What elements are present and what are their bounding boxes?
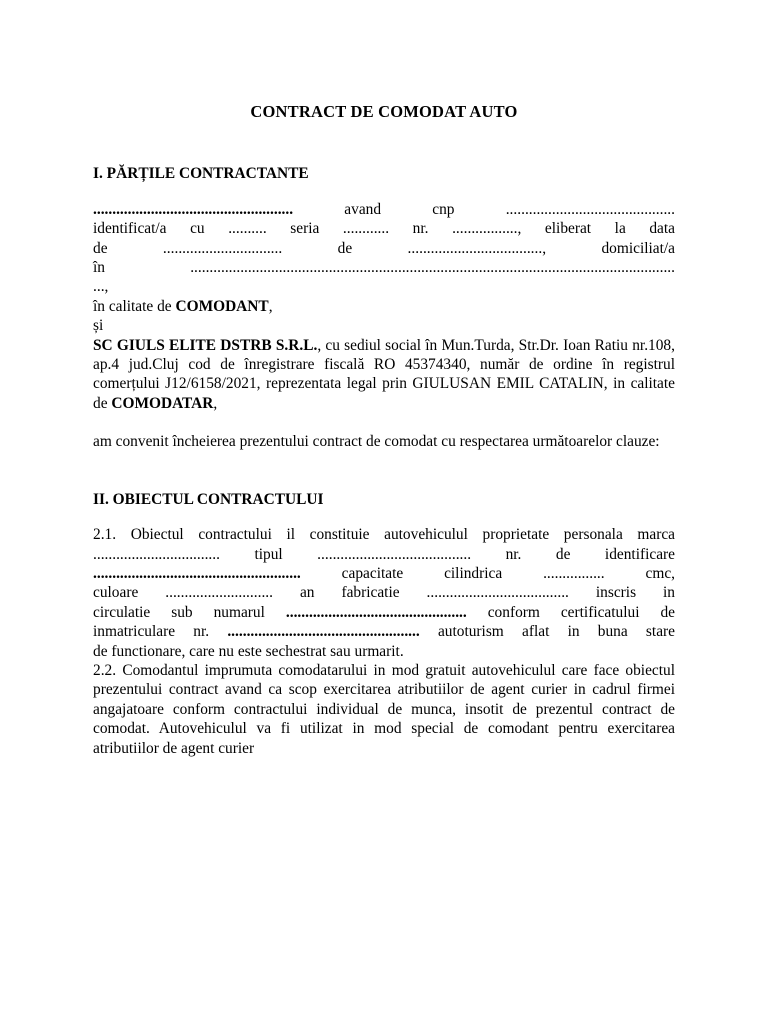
section-heading-object: II. OBIECTUL CONTRACTULUI — [93, 490, 324, 508]
clause-2-1-line-1: 2.1. Obiectul contractului il constituie autovehiculul proprietate personala marca — [93, 526, 675, 544]
spacer — [93, 452, 675, 490]
comodant-line-2: identificat/a cu .......... seria ............ nr. ................., eliberat la data — [93, 220, 675, 238]
capacity-text: capacitate cilindrica ................ cmc, — [300, 564, 675, 582]
clause-2-1-line-5 — [93, 603, 675, 622]
parties-block — [93, 200, 675, 413]
comodant-line-4: în .............................................................................................................................. — [93, 259, 675, 277]
agreement-paragraph: am convenit încheierea prezentului contract de comodat cu respectarea următoarelor clauze: — [93, 433, 660, 451]
clause-2-1-line-3 — [93, 564, 675, 583]
company-name: SC GIULS ELITE DSTRB S.R.L. — [93, 336, 318, 354]
clause-2-2: 2.2. Comodantul imprumuta comodatarului in mod gratuit autovehiculul care face obiectul prezentului contract avand ca scop exercitarea atributiilor de agent curier in cadrul firmei angajatoare conform contractului individual de munca, insotit de prezentul contract de comodat. Autovehiculul va fi utilizat in mod special de comodant pentru exercitarea atributiilor de agent curier — [93, 661, 675, 757]
comodant-role-prefix: în calitate de — [93, 297, 176, 315]
document-title: CONTRACT DE COMODAT AUTO — [250, 102, 518, 121]
comodatar-role: COMODATAR — [111, 394, 214, 412]
comodant-role-suffix: , — [268, 297, 273, 315]
registration-suffix: conform certificatului de — [466, 603, 675, 621]
comodatar-paragraph — [93, 336, 675, 414]
conjunction-si: și — [93, 317, 104, 335]
comodant-cnp-text: avand cnp ............................................ — [293, 200, 675, 218]
section-heading-parties: I. PĂRȚILE CONTRACTANTE — [93, 165, 309, 183]
company-details: , cu sediul social în Mun.Turda, Str.Dr. Ioan Ratiu nr.108, ap.4 jud.Cluj cod de înregistrare fiscală RO 45374340, număr de ordine în registrul comerțului J12/6158/2021, reprezentata legal prin GIULUSAN EMIL CATALIN, in calitate de — [93, 336, 675, 412]
comodant-name-blank: .................................................... — [93, 200, 294, 218]
certificate-number-blank: .................................................. — [227, 623, 420, 641]
comodant-role: COMODANT — [175, 297, 269, 315]
registration-number-blank: ............................................... — [285, 603, 467, 621]
comodant-line-1 — [93, 200, 675, 219]
comodant-line-3: de ............................... de ..................................., domiciliat/a — [93, 239, 675, 257]
registration-prefix: circulatie sub numarul — [93, 603, 286, 621]
clause-2-1-line-7: de functionare, care nu este sechestrat sau urmarit. — [93, 642, 404, 660]
clause-2-1-line-4: culoare ............................ an fabricatie ..................................... inscris in — [93, 584, 675, 602]
clause-2-1 — [93, 525, 675, 661]
certificate-suffix: autoturism aflat in buna stare — [419, 623, 675, 641]
clause-2-1-line-2: ................................. tipul ........................................ nr. de identificare — [93, 545, 675, 563]
spacer — [93, 413, 675, 432]
identification-blank: ...................................................... — [93, 564, 301, 582]
comodatar-role-suffix: , — [213, 394, 218, 412]
comodant-role-line — [93, 297, 675, 316]
comodant-line-5: ..., — [93, 278, 109, 296]
certificate-prefix: inmatriculare nr. — [93, 623, 228, 641]
clause-2-1-line-6 — [93, 622, 675, 641]
